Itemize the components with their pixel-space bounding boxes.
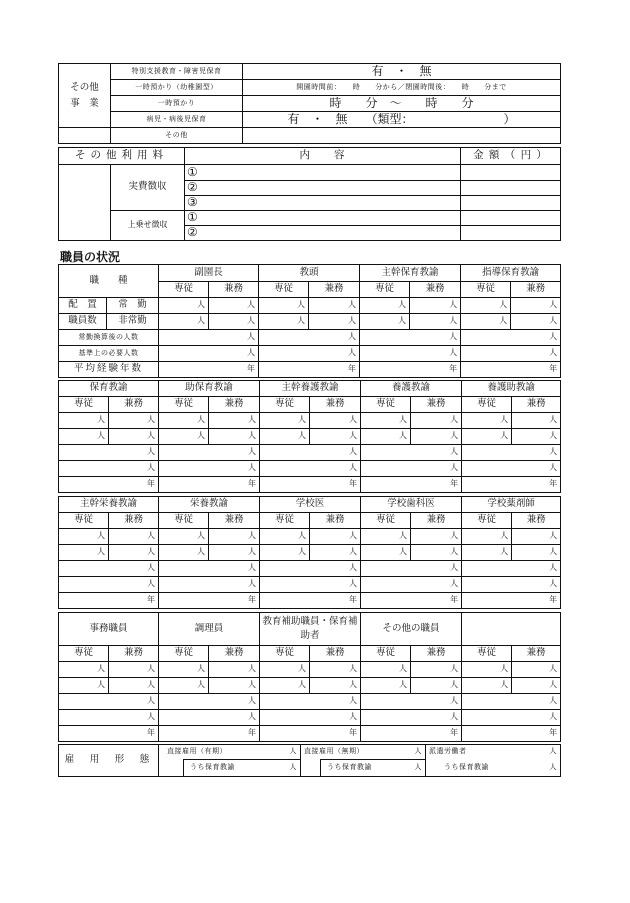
cell[interactable]: 人	[462, 529, 512, 545]
other-projects-group-label	[59, 64, 111, 128]
exclusive-header: 専従	[361, 397, 411, 413]
cell[interactable]: 人	[259, 298, 309, 314]
cell[interactable]: 人	[462, 445, 561, 461]
cell[interactable]: 人	[462, 577, 561, 593]
direct-unlimited-of-which: うち保育教諭	[327, 763, 372, 772]
concurrent-header: 兼務	[209, 397, 260, 413]
cell[interactable]: 人	[159, 577, 260, 593]
dispatched-of-which: うち保育教諭	[444, 762, 489, 771]
avg-years-label: 平均経験年数	[59, 362, 159, 378]
dispatched-unit[interactable]: 人	[549, 747, 557, 756]
cell[interactable]: 人	[462, 561, 561, 577]
staff-title: 主幹栄養教諭	[59, 497, 159, 513]
cell[interactable]: 人	[310, 678, 361, 694]
exclusive-header: 専従	[59, 397, 109, 413]
exclusive-header: 専従	[462, 513, 512, 529]
cell[interactable]: 人	[59, 461, 159, 477]
concurrent-header: 兼務	[310, 646, 361, 662]
concurrent-header: 兼務	[411, 397, 462, 413]
cell[interactable]: 人	[309, 314, 360, 330]
cell[interactable]: 人	[511, 298, 561, 314]
cell[interactable]: 人	[461, 346, 561, 362]
cell[interactable]: 人	[159, 445, 260, 461]
dispatched-label: 派遣労働者	[429, 747, 467, 756]
direct-unlimited-label: 直接雇用（無期）	[304, 747, 364, 756]
cell[interactable]: 人	[159, 413, 209, 429]
cell[interactable]: 年	[462, 726, 561, 742]
cell[interactable]: 人	[209, 413, 260, 429]
staff-title: 学校歯科医	[361, 497, 462, 513]
cell[interactable]: 年	[59, 593, 159, 609]
cell[interactable]: 年	[159, 593, 260, 609]
cell[interactable]: 人	[59, 445, 159, 461]
staff-block-4	[58, 612, 561, 742]
cell[interactable]: 年	[361, 726, 462, 742]
concurrent-header: 兼務	[209, 513, 260, 529]
concurrent-header: 兼務	[109, 513, 159, 529]
cell[interactable]: 人	[260, 694, 361, 710]
cell[interactable]: 人	[462, 662, 512, 678]
cell[interactable]: 人	[260, 545, 310, 561]
exclusive-header: 専従	[260, 513, 310, 529]
cell[interactable]: 人	[361, 710, 462, 726]
cell[interactable]: 人	[260, 678, 310, 694]
cell[interactable]: 年	[260, 593, 361, 609]
cell[interactable]: 人	[59, 413, 109, 429]
cell[interactable]: 人	[512, 413, 561, 429]
cell[interactable]: 人	[411, 529, 462, 545]
cell[interactable]: 人	[159, 298, 209, 314]
cell[interactable]: 人	[209, 298, 259, 314]
staff-title: 栄養教諭	[159, 497, 260, 513]
cell[interactable]: 人	[461, 330, 561, 346]
cell[interactable]: 人	[260, 461, 361, 477]
staff-title	[462, 613, 561, 646]
cell[interactable]: 年	[360, 362, 461, 378]
cell[interactable]: 人	[310, 662, 361, 678]
direct-unlimited-unit[interactable]: 人	[414, 747, 422, 756]
staff-title: その他の職員	[361, 613, 462, 646]
exclusive-header: 専従	[361, 513, 411, 529]
staff-title: 保育教諭	[59, 381, 159, 397]
cell[interactable]: 人	[361, 678, 411, 694]
cell[interactable]: 人	[512, 662, 561, 678]
cell[interactable]: 人	[159, 330, 259, 346]
actual-amount-1[interactable]	[461, 165, 561, 181]
cell[interactable]: 人	[59, 561, 159, 577]
actual-cost-label: 実費徴収	[111, 165, 185, 211]
exclusive-header: 専従	[59, 513, 109, 529]
cell[interactable]: 年	[59, 477, 159, 493]
exclusive-header: 専従	[159, 397, 209, 413]
special-support-label: 特別支援教育・障害児保育	[111, 64, 243, 80]
exclusive-header: 専従	[361, 646, 411, 662]
other-value[interactable]	[243, 128, 561, 144]
cell[interactable]: 人	[512, 429, 561, 445]
temp-care-kindergarten-label: 一時預かり（幼稚園型）	[111, 80, 243, 96]
sick-child-care-value[interactable]: 有 ・ 無 （類型： ）	[243, 112, 561, 128]
cell[interactable]: 人	[209, 678, 260, 694]
cell[interactable]: 人	[411, 413, 462, 429]
staff-title: 教育補助職員・保育補助者	[260, 613, 361, 646]
actual-item-2[interactable]: ②	[185, 181, 461, 196]
cell[interactable]: 人	[159, 529, 209, 545]
cell[interactable]: 年	[462, 477, 561, 493]
required-count-label: 基準上の必要人数	[59, 346, 159, 362]
cell[interactable]: 人	[361, 529, 411, 545]
cell[interactable]: 人	[361, 429, 411, 445]
other-fees-title: その他利用料	[59, 148, 185, 165]
cell[interactable]: 人	[361, 577, 462, 593]
cell[interactable]: 人	[411, 678, 462, 694]
cell[interactable]: 人	[361, 662, 411, 678]
actual-item-3[interactable]: ③	[185, 196, 461, 211]
cell[interactable]: 人	[260, 561, 361, 577]
temp-care-label: 一時預かり	[111, 96, 243, 112]
cell[interactable]: 人	[259, 330, 360, 346]
cell[interactable]: 人	[260, 429, 310, 445]
staff-count-label: 職員数	[59, 314, 107, 330]
staff-block-2	[58, 380, 561, 493]
cell[interactable]: 人	[360, 314, 410, 330]
cell[interactable]: 人	[159, 461, 260, 477]
cell[interactable]: 人	[361, 694, 462, 710]
cell[interactable]: 人	[512, 678, 561, 694]
direct-fixed-unit[interactable]: 人	[289, 747, 297, 756]
cell[interactable]: 人	[59, 678, 109, 694]
cell[interactable]: 人	[159, 694, 260, 710]
cell[interactable]: 人	[109, 678, 159, 694]
concurrent-header: 兼務	[411, 646, 462, 662]
cell[interactable]: 人	[512, 529, 561, 545]
cell[interactable]: 年	[159, 362, 259, 378]
concurrent-header: 兼務	[310, 513, 361, 529]
staff-title: 助保育教諭	[159, 381, 260, 397]
exclusive-header: 専従	[360, 282, 410, 298]
cell[interactable]: 人	[209, 529, 260, 545]
cell[interactable]: 人	[260, 577, 361, 593]
exclusive-header: 専従	[461, 282, 511, 298]
cell[interactable]: 人	[109, 545, 159, 561]
converted-count-label: 常勤換算後の人数	[59, 330, 159, 346]
cell[interactable]: 人	[260, 413, 310, 429]
extra-amount-1[interactable]	[461, 211, 561, 226]
cell[interactable]: 人	[310, 413, 361, 429]
cell[interactable]: 年	[59, 726, 159, 742]
cell[interactable]: 人	[59, 662, 109, 678]
special-support-value[interactable]: 有 ・ 無	[243, 64, 561, 80]
temp-care-kindergarten-value[interactable]: 開園時間前： 時 分から／閉園時間後： 時 分まで	[243, 80, 561, 96]
cell[interactable]: 年	[260, 726, 361, 742]
actual-item-1[interactable]: ①	[185, 165, 461, 181]
cell[interactable]: 人	[411, 662, 462, 678]
content-header: 内 容	[185, 148, 461, 165]
cell[interactable]: 年	[461, 362, 561, 378]
cell[interactable]: 人	[461, 314, 511, 330]
cell[interactable]: 年	[260, 477, 361, 493]
direct-fixed-of-which: うち保育教諭	[190, 763, 235, 772]
extra-cost-label: 上乗せ徴収	[111, 211, 185, 241]
cell[interactable]: 人	[410, 298, 461, 314]
concurrent-header: 兼務	[209, 646, 260, 662]
cell[interactable]: 人	[159, 429, 209, 445]
cell[interactable]: 人	[361, 445, 462, 461]
exclusive-header: 専従	[159, 282, 209, 298]
title-guidance-nursery-teacher: 指導保育教諭	[461, 265, 561, 282]
cell[interactable]: 人	[462, 710, 561, 726]
cell[interactable]: 人	[59, 429, 109, 445]
cell[interactable]: 人	[159, 346, 259, 362]
cell[interactable]: 人	[59, 710, 159, 726]
concurrent-header: 兼務	[512, 397, 561, 413]
job-type-label: 職 種	[59, 265, 159, 298]
cell[interactable]: 人	[360, 298, 410, 314]
cell[interactable]: 人	[59, 694, 159, 710]
concurrent-header: 兼務	[109, 646, 159, 662]
extra-item-2[interactable]: ②	[185, 226, 461, 241]
cell[interactable]: 人	[360, 346, 461, 362]
cell[interactable]: 人	[462, 429, 512, 445]
cell[interactable]: 年	[361, 593, 462, 609]
cell[interactable]: 人	[260, 445, 361, 461]
cell[interactable]: 年	[462, 593, 561, 609]
cell[interactable]: 人	[462, 678, 512, 694]
sick-child-care-label: 病児・病後児保育	[111, 112, 243, 128]
concurrent-header: 兼務	[309, 282, 360, 298]
extra-amount-2[interactable]	[461, 226, 561, 241]
cell[interactable]: 人	[109, 529, 159, 545]
cell[interactable]: 人	[411, 429, 462, 445]
direct-unlimited-of-which-unit[interactable]: 人	[414, 763, 422, 772]
staff-section-title: 職員の状況	[60, 250, 121, 264]
cell[interactable]: 人	[361, 461, 462, 477]
amount-header: 金 額 （ 円 ）	[461, 148, 561, 165]
cell[interactable]: 人	[260, 710, 361, 726]
cell[interactable]: 人	[310, 545, 361, 561]
exclusive-header: 専従	[462, 397, 512, 413]
employment-table	[58, 744, 561, 777]
cell[interactable]: 人	[462, 694, 561, 710]
concurrent-header: 兼務	[411, 513, 462, 529]
staff-title: 学校薬剤師	[462, 497, 561, 513]
exclusive-header: 専従	[260, 397, 310, 413]
title-chief-nursery-teacher: 主幹保育教諭	[360, 265, 461, 282]
cell[interactable]: 人	[411, 545, 462, 561]
cell[interactable]: 人	[59, 577, 159, 593]
cell[interactable]: 人	[109, 413, 159, 429]
cell[interactable]: 人	[260, 529, 310, 545]
cell[interactable]: 人	[512, 545, 561, 561]
cell[interactable]: 人	[462, 413, 512, 429]
cell[interactable]: 人	[159, 561, 260, 577]
cell[interactable]: 年	[259, 362, 360, 378]
cell[interactable]: 人	[209, 314, 259, 330]
cell[interactable]: 人	[109, 662, 159, 678]
other-projects-table	[58, 63, 561, 144]
staff-title: 調理員	[159, 613, 260, 646]
direct-fixed-label: 直接雇用（有期）	[167, 747, 227, 756]
other-fees-table	[58, 147, 561, 241]
cell[interactable]: 年	[159, 726, 260, 742]
concurrent-header: 兼務	[209, 282, 259, 298]
concurrent-header: 兼務	[511, 282, 561, 298]
direct-fixed-of-which-unit[interactable]: 人	[289, 763, 297, 772]
fulltime-label: 常 勤	[107, 298, 159, 314]
concurrent-header: 兼務	[109, 397, 159, 413]
cell[interactable]: 人	[310, 529, 361, 545]
cell[interactable]: 人	[361, 413, 411, 429]
cell[interactable]: 年	[159, 477, 260, 493]
concurrent-header: 兼務	[512, 646, 561, 662]
staff-title: 養護助教諭	[462, 381, 561, 397]
group-label-line2: 事 業	[70, 97, 99, 109]
staff-block-3	[58, 496, 561, 609]
cell[interactable]: 人	[209, 545, 260, 561]
cell[interactable]: 人	[159, 662, 209, 678]
exclusive-header: 専従	[159, 513, 209, 529]
cell[interactable]: 人	[462, 545, 512, 561]
exclusive-header: 専従	[59, 646, 109, 662]
other-label: その他	[111, 128, 243, 144]
group-label-line1: その他	[70, 82, 99, 94]
cell[interactable]: 人	[462, 461, 561, 477]
cell[interactable]: 人	[159, 710, 260, 726]
placement-label: 配 置	[59, 298, 107, 314]
cell[interactable]: 人	[511, 314, 561, 330]
cell[interactable]: 人	[310, 429, 361, 445]
cell[interactable]: 人	[209, 429, 260, 445]
actual-amount-2[interactable]	[461, 181, 561, 196]
cell[interactable]: 人	[259, 346, 360, 362]
dispatched-of-which-unit[interactable]: 人	[549, 762, 557, 771]
cell[interactable]: 人	[360, 330, 461, 346]
cell[interactable]: 人	[361, 561, 462, 577]
cell[interactable]: 人	[259, 314, 309, 330]
cell[interactable]: 人	[309, 298, 360, 314]
concurrent-header: 兼務	[310, 397, 361, 413]
cell[interactable]: 人	[410, 314, 461, 330]
cell[interactable]: 人	[361, 545, 411, 561]
cell[interactable]: 人	[260, 662, 310, 678]
title-vice-principal: 副園長	[159, 265, 259, 282]
concurrent-header: 兼務	[512, 513, 561, 529]
parttime-label: 非常勤	[107, 314, 159, 330]
exclusive-header: 専従	[159, 646, 209, 662]
staff-title: 学校医	[260, 497, 361, 513]
cell[interactable]: 人	[209, 662, 260, 678]
cell[interactable]: 人	[159, 314, 209, 330]
concurrent-header: 兼務	[410, 282, 461, 298]
staff-title: 養護教諭	[361, 381, 462, 397]
employment-label: 雇 用 形 態	[59, 745, 159, 777]
title-head-teacher: 教頭	[259, 265, 360, 282]
exclusive-header: 専従	[462, 646, 512, 662]
cell[interactable]: 人	[159, 545, 209, 561]
exclusive-header: 専従	[259, 282, 309, 298]
cell[interactable]: 人	[59, 529, 109, 545]
cell[interactable]: 年	[361, 477, 462, 493]
cell[interactable]: 人	[59, 545, 109, 561]
cell[interactable]: 人	[109, 429, 159, 445]
staff-title: 事務職員	[59, 613, 159, 646]
actual-amount-3[interactable]	[461, 196, 561, 211]
staff-block-1	[58, 264, 561, 378]
cell[interactable]: 人	[461, 298, 511, 314]
cell[interactable]: 人	[159, 678, 209, 694]
exclusive-header: 専従	[260, 646, 310, 662]
staff-title: 主幹養護教諭	[260, 381, 361, 397]
temp-care-value[interactable]: 時 分 ～ 時 分	[243, 96, 561, 112]
extra-item-1[interactable]: ①	[185, 211, 461, 226]
